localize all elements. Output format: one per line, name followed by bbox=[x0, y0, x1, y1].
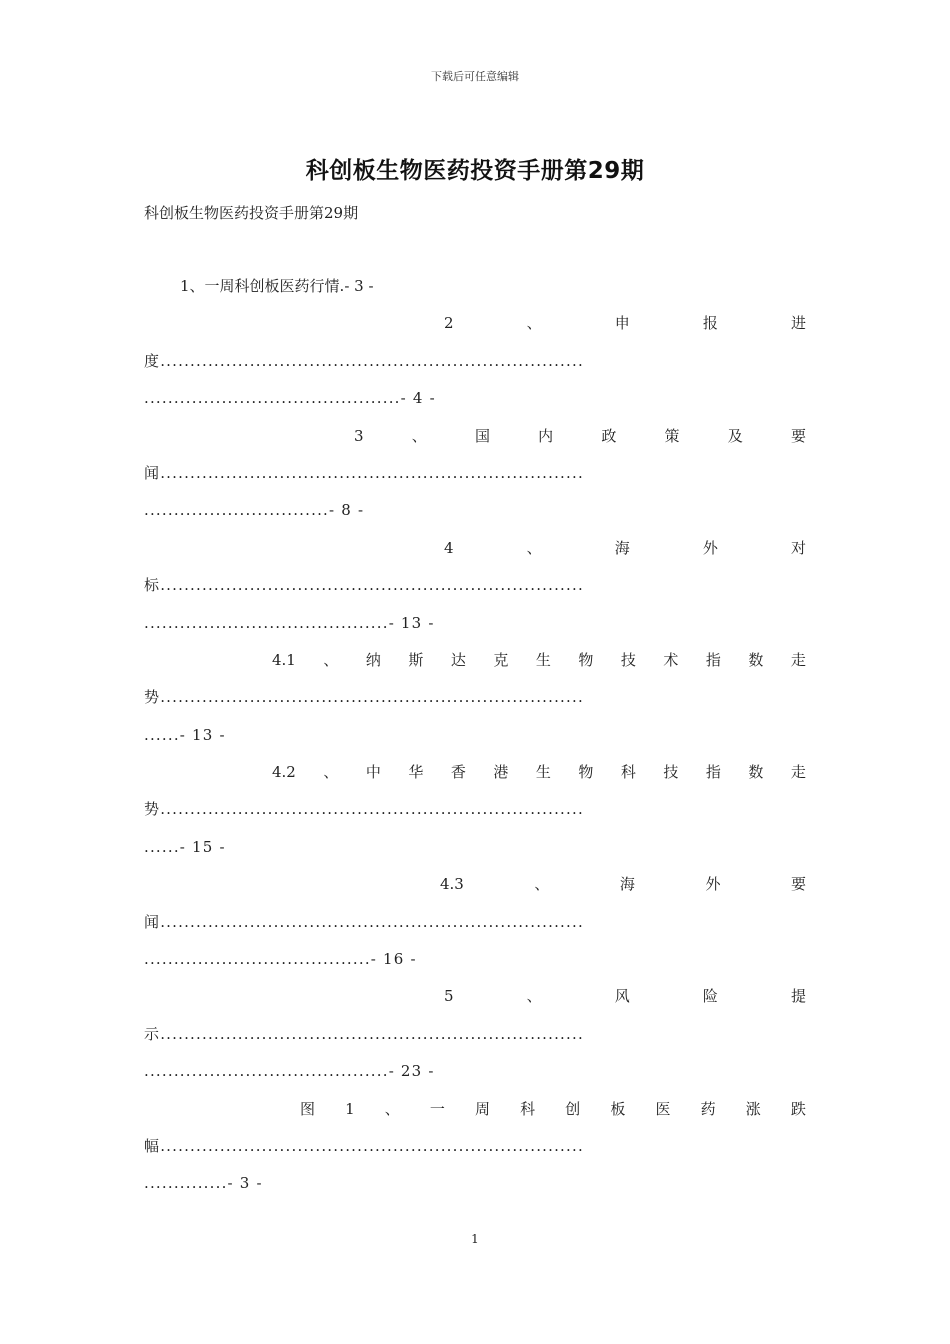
toc-token: 、 bbox=[323, 650, 339, 669]
toc-token: 周 bbox=[475, 1099, 491, 1118]
toc-entry-3-line-3: ...............................- 8 - bbox=[144, 501, 365, 520]
toc-token: 术 bbox=[663, 650, 679, 669]
toc-token: 物 bbox=[578, 650, 594, 669]
document-title: 科创板生物医药投资手册第29期 bbox=[305, 158, 645, 184]
table-of-contents bbox=[144, 275, 806, 1210]
toc-entry-4-2-line-2: 势....................................................................... bbox=[144, 800, 584, 819]
toc-token: 、 bbox=[411, 426, 427, 445]
toc-token: 4 bbox=[444, 538, 454, 557]
toc-token: 达 bbox=[450, 650, 466, 669]
toc-token: 板 bbox=[610, 1099, 626, 1118]
toc-token: 纳 bbox=[365, 650, 381, 669]
toc-entry-3-line-2: 闻....................................................................... bbox=[144, 463, 584, 482]
toc-token: 外 bbox=[705, 875, 721, 894]
toc-token: 走 bbox=[790, 650, 806, 669]
toc-token: 报 bbox=[702, 314, 718, 333]
toc-token: 港 bbox=[493, 763, 509, 782]
toc-entry-3-line-1[interactable] bbox=[144, 425, 806, 462]
toc-figure-1-line-1[interactable] bbox=[144, 1098, 806, 1135]
toc-token: 药 bbox=[700, 1099, 716, 1118]
toc-token: 4.3 bbox=[440, 875, 464, 894]
toc-entry-4-1-line-2: 势....................................................................... bbox=[144, 688, 584, 707]
toc-token: 数 bbox=[748, 650, 764, 669]
toc-token: 图 bbox=[300, 1099, 316, 1118]
toc-token: 对 bbox=[790, 538, 806, 557]
toc-token: 险 bbox=[702, 987, 718, 1006]
toc-entry-4-line-1[interactable] bbox=[144, 537, 806, 574]
toc-token: 、 bbox=[384, 1099, 400, 1118]
toc-token: 、 bbox=[526, 314, 542, 333]
toc-token: 政 bbox=[601, 426, 617, 445]
toc-token: 生 bbox=[535, 650, 551, 669]
toc-entry-4-3-line-3: ......................................- 16 - bbox=[144, 950, 417, 969]
toc-token: 国 bbox=[474, 426, 490, 445]
toc-token: 跌 bbox=[790, 1099, 806, 1118]
toc-entry-5-line-3: .........................................- 23 - bbox=[144, 1062, 435, 1081]
toc-token: 内 bbox=[538, 426, 554, 445]
toc-token: 医 bbox=[655, 1099, 671, 1118]
toc-entry-4-3-line-1[interactable] bbox=[144, 873, 806, 910]
header-note: 下载后可任意编辑 bbox=[431, 70, 519, 83]
toc-token: 外 bbox=[702, 538, 718, 557]
toc-token: 创 bbox=[565, 1099, 581, 1118]
toc-token: 生 bbox=[535, 763, 551, 782]
toc-entry-4-line-3: .........................................- 13 - bbox=[144, 613, 435, 632]
toc-token: 技 bbox=[620, 650, 636, 669]
toc-token: 技 bbox=[663, 763, 679, 782]
toc-token: 物 bbox=[578, 763, 594, 782]
toc-token: 涨 bbox=[745, 1099, 761, 1118]
toc-token: 4.2 bbox=[272, 763, 296, 782]
toc-entry-4-3-line-2: 闻....................................................................... bbox=[144, 912, 584, 931]
toc-entry-5-line-2: 示....................................................................... bbox=[144, 1024, 584, 1043]
toc-token: 1 bbox=[345, 1099, 355, 1118]
toc-token: 香 bbox=[450, 763, 466, 782]
toc-figure-1-line-3: ..............- 3 - bbox=[144, 1174, 263, 1193]
toc-token: 策 bbox=[664, 426, 680, 445]
toc-token: 科 bbox=[620, 763, 636, 782]
toc-token: 、 bbox=[323, 763, 339, 782]
toc-token: 走 bbox=[790, 763, 806, 782]
toc-token: 海 bbox=[619, 875, 635, 894]
toc-token: 申 bbox=[614, 314, 630, 333]
toc-entry-2-line-1[interactable] bbox=[144, 312, 806, 349]
toc-entry-2-line-3: ...........................................- 4 - bbox=[144, 389, 436, 408]
toc-token: 中 bbox=[365, 763, 381, 782]
toc-token: 、 bbox=[526, 987, 542, 1006]
toc-entry-5-line-1[interactable] bbox=[144, 985, 806, 1022]
toc-token: 海 bbox=[614, 538, 630, 557]
toc-entry-2-line-2: 度....................................................................... bbox=[144, 351, 584, 370]
toc-token: 进 bbox=[790, 314, 806, 333]
document-subtitle: 科创板生物医药投资手册第29期 bbox=[144, 204, 359, 222]
toc-figure-1-line-2: 幅....................................................................... bbox=[144, 1136, 584, 1155]
toc-token: 科 bbox=[520, 1099, 536, 1118]
toc-token: 2 bbox=[444, 314, 454, 333]
toc-token: 要 bbox=[790, 875, 806, 894]
toc-token: 克 bbox=[493, 650, 509, 669]
toc-token: 指 bbox=[705, 650, 721, 669]
toc-entry-1[interactable]: 1、一周科创板医药行情.- 3 - bbox=[180, 277, 374, 295]
page-number: 1 bbox=[471, 1232, 479, 1246]
toc-token: 3 bbox=[354, 426, 364, 445]
toc-token: 斯 bbox=[408, 650, 424, 669]
toc-token: 、 bbox=[534, 875, 550, 894]
toc-token: 风 bbox=[614, 987, 630, 1006]
toc-token: 要 bbox=[790, 426, 806, 445]
toc-entry-4-2-line-1[interactable] bbox=[144, 761, 806, 798]
toc-token: 华 bbox=[408, 763, 424, 782]
toc-entry-4-1-line-3: ......- 13 - bbox=[144, 725, 226, 744]
toc-token: 一 bbox=[429, 1099, 445, 1118]
toc-token: 5 bbox=[444, 987, 454, 1006]
toc-entry-4-2-line-3: ......- 15 - bbox=[144, 837, 226, 856]
toc-token: 及 bbox=[727, 426, 743, 445]
toc-token: 指 bbox=[705, 763, 721, 782]
toc-entry-4-line-2: 标....................................................................... bbox=[144, 576, 584, 595]
toc-token: 数 bbox=[748, 763, 764, 782]
toc-token: 提 bbox=[790, 987, 806, 1006]
toc-entry-4-1-line-1[interactable] bbox=[144, 649, 806, 686]
toc-token: 、 bbox=[526, 538, 542, 557]
toc-token: 4.1 bbox=[272, 650, 296, 669]
